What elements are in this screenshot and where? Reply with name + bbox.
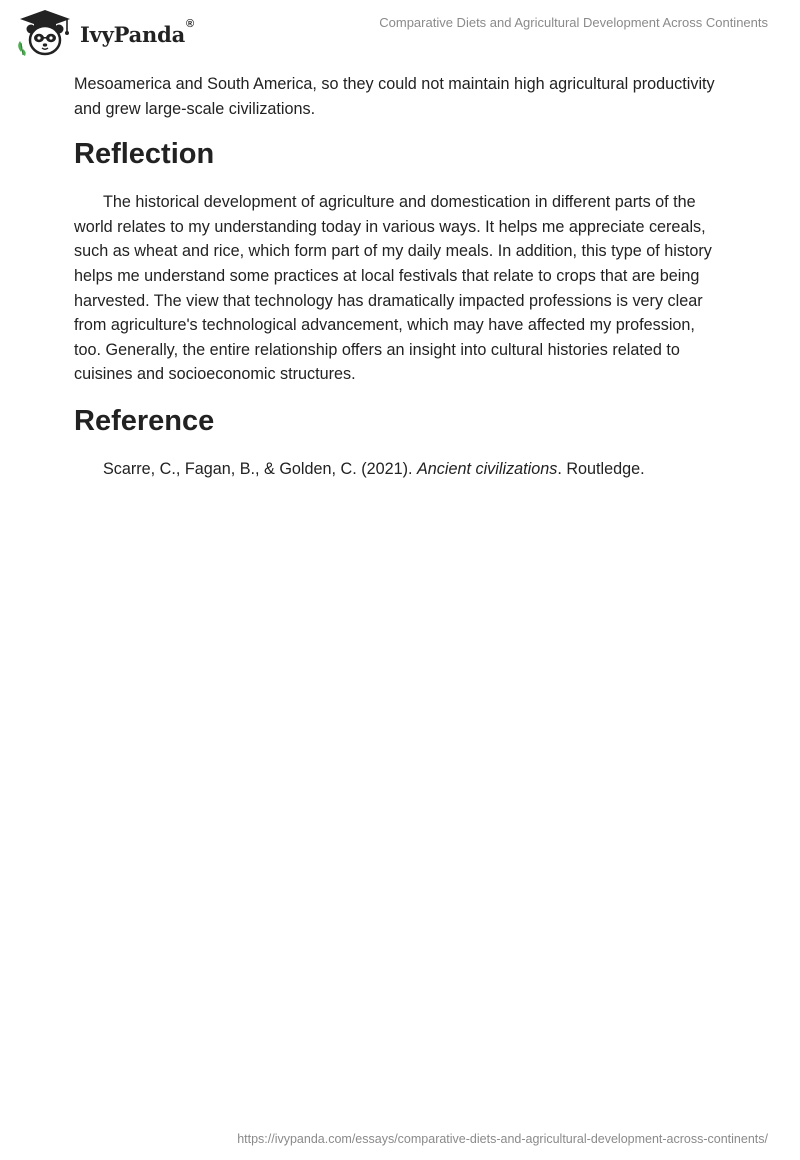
source-url[interactable]: https://ivypanda.com/essays/comparative-diets-and-agricultural-development-across-continents/ bbox=[237, 1132, 768, 1146]
brand-name: IvyPanda bbox=[80, 21, 186, 47]
reference-entry bbox=[74, 457, 720, 482]
essay-content bbox=[74, 72, 720, 482]
reference-authors: Scarre, C., Fagan, B., & Golden, C. (2021). bbox=[103, 459, 413, 478]
running-title: Comparative Diets and Agricultural Development Across Continents bbox=[379, 15, 768, 30]
panda-graduation-cap-icon bbox=[14, 8, 76, 58]
reflection-heading: Reflection bbox=[74, 138, 215, 171]
reference-heading: Reference bbox=[74, 404, 215, 437]
continuation-paragraph: Mesoamerica and South America, so they could not maintain high agricultural productivity and grew large-scale civilizations. bbox=[74, 75, 715, 118]
registered-mark: ® bbox=[186, 18, 195, 30]
reflection-paragraph: The historical development of agriculture and domestication in different parts of the world relates to my understanding today in various ways. It helps me appreciate cereals, such as wheat and rice, which form part of my daily meals. In addition, this type of history helps me understand some practices at local festivals that relate to crops that are being harvested. The view that technology has dramatically impacted professions is very clear from agriculture's technological advancement, which may have affected my profession, too. Generally, the entire relationship offers an insight into cultural histories related to cuisines and socioeconomic structures. bbox=[74, 193, 712, 384]
page-header bbox=[14, 6, 768, 62]
reference-publisher: . Routledge. bbox=[557, 459, 645, 478]
ivypanda-logo[interactable] bbox=[14, 8, 194, 58]
reference-title: Ancient civilizations bbox=[417, 459, 558, 478]
